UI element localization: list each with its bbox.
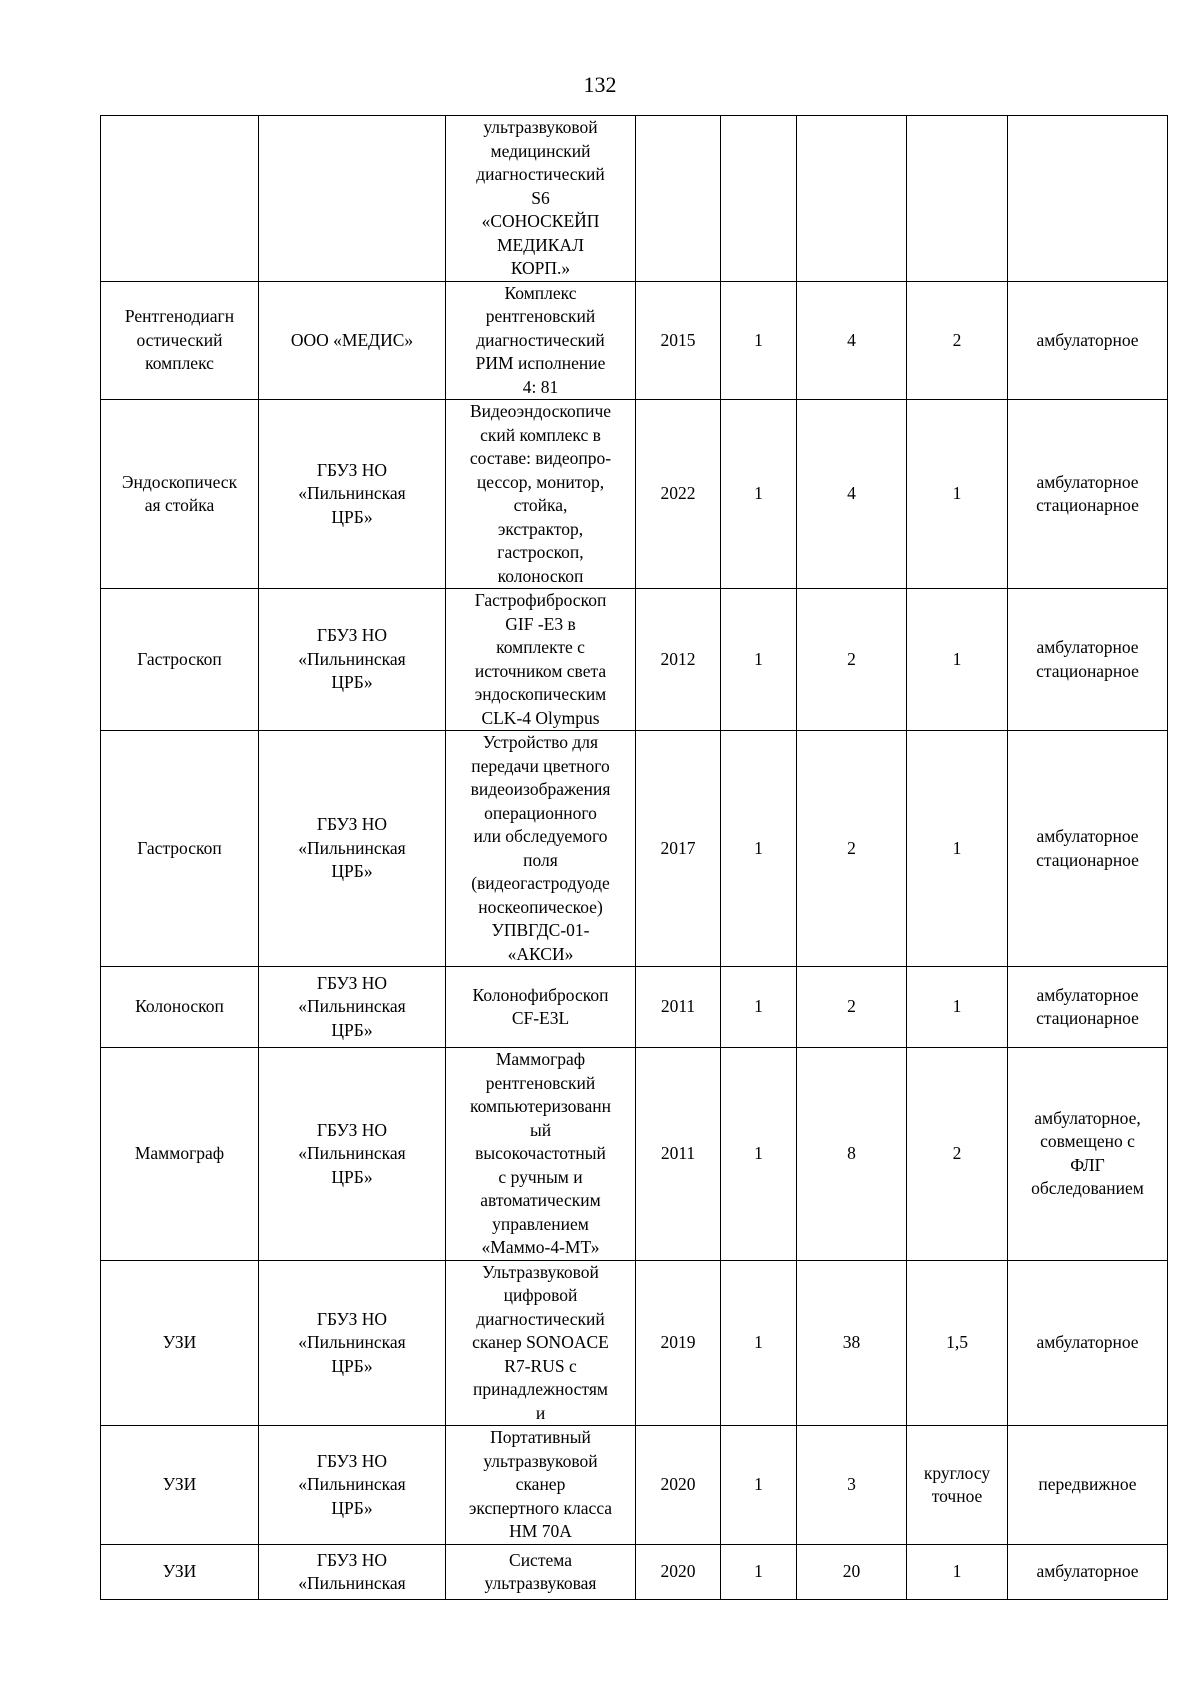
year-cell: 2015: [636, 281, 721, 400]
load-cell: 4: [797, 281, 907, 400]
quantity-cell: 1: [721, 1545, 797, 1600]
owner-cell: ГБУЗ НО «Пильнинская ЦРБ»: [259, 400, 446, 589]
page-number: 132: [583, 72, 617, 97]
equipment-name-cell: УЗИ: [101, 1260, 259, 1426]
year-cell: 2022: [636, 400, 721, 589]
table-row: [101, 1426, 1168, 1545]
equipment-name-cell: Гастроскоп: [101, 589, 259, 731]
mode-cell: амбулаторное, совмещено с ФЛГ обследованием: [1008, 1048, 1168, 1261]
model-cell: ультразвуковой медицинский диагностический S6 «СОНОСКЕЙП МЕДИКАЛ КОРП.»: [446, 116, 636, 282]
equipment-name-cell: [101, 116, 259, 282]
year-cell: 2011: [636, 967, 721, 1048]
owner-cell: ГБУЗ НО «Пильнинская ЦРБ»: [259, 731, 446, 967]
table-row: [101, 1048, 1168, 1261]
table-row: [101, 1260, 1168, 1426]
table-row: [101, 731, 1168, 967]
quantity-cell: 1: [721, 1260, 797, 1426]
hours-cell: 1: [907, 1545, 1008, 1600]
model-cell: Портативный ультразвуковой сканер экспертного класса HM 70A: [446, 1426, 636, 1545]
equipment-table: [100, 115, 1168, 1600]
model-cell: Видеоэндоскопиче ский комплекс в составе: видеопро- цессор, монитор, стойка, экстрактор, гастроскоп, колоноскоп: [446, 400, 636, 589]
quantity-cell: 1: [721, 400, 797, 589]
model-cell: Система ультразвуковая: [446, 1545, 636, 1600]
year-cell: 2012: [636, 589, 721, 731]
load-cell: 4: [797, 400, 907, 589]
model-cell: Ультразвуковой цифровой диагностический сканер SONOACE R7-RUS с принадлежностям и: [446, 1260, 636, 1426]
owner-cell: ГБУЗ НО «Пильнинская ЦРБ»: [259, 1260, 446, 1426]
load-cell: 38: [797, 1260, 907, 1426]
mode-cell: амбулаторное стационарное: [1008, 731, 1168, 967]
load-cell: 3: [797, 1426, 907, 1545]
year-cell: 2017: [636, 731, 721, 967]
owner-cell: ГБУЗ НО «Пильнинская ЦРБ»: [259, 967, 446, 1048]
year-cell: 2011: [636, 1048, 721, 1261]
model-cell: Комплекс рентгеновский диагностический РИМ исполнение 4: 81: [446, 281, 636, 400]
owner-cell: ГБУЗ НО «Пильнинская ЦРБ»: [259, 589, 446, 731]
mode-cell: амбулаторное: [1008, 1260, 1168, 1426]
equipment-name-cell: УЗИ: [101, 1426, 259, 1545]
hours-cell: 2: [907, 1048, 1008, 1261]
year-cell: 2020: [636, 1545, 721, 1600]
quantity-cell: [721, 116, 797, 282]
load-cell: 2: [797, 589, 907, 731]
equipment-name-cell: Гастроскоп: [101, 731, 259, 967]
model-cell: Гастрофиброскоп GIF -E3 в комплекте с источником света эндоскопическим CLK-4 Olympus: [446, 589, 636, 731]
hours-cell: 2: [907, 281, 1008, 400]
hours-cell: 1: [907, 967, 1008, 1048]
hours-cell: 1,5: [907, 1260, 1008, 1426]
quantity-cell: 1: [721, 281, 797, 400]
mode-cell: амбулаторное: [1008, 281, 1168, 400]
table-row: [101, 967, 1168, 1048]
load-cell: 2: [797, 967, 907, 1048]
equipment-name-cell: Рентгенодиагн остический комплекс: [101, 281, 259, 400]
table-row: [101, 589, 1168, 731]
model-cell: Колонофиброскоп CF-E3L: [446, 967, 636, 1048]
mode-cell: амбулаторное стационарное: [1008, 400, 1168, 589]
table-row: [101, 116, 1168, 282]
year-cell: 2019: [636, 1260, 721, 1426]
quantity-cell: 1: [721, 1048, 797, 1261]
year-cell: 2020: [636, 1426, 721, 1545]
model-cell: Устройство для передачи цветного видеоизображения операционного или обследуемого поля (видеогастродуоде носкеопическое) УПВГДС-01- «АКСИ»: [446, 731, 636, 967]
load-cell: 8: [797, 1048, 907, 1261]
mode-cell: амбулаторное стационарное: [1008, 967, 1168, 1048]
owner-cell: ГБУЗ НО «Пильнинская: [259, 1545, 446, 1600]
quantity-cell: 1: [721, 967, 797, 1048]
owner-cell: ГБУЗ НО «Пильнинская ЦРБ»: [259, 1426, 446, 1545]
load-cell: 20: [797, 1545, 907, 1600]
equipment-name-cell: Эндоскопическ ая стойка: [101, 400, 259, 589]
model-cell: Маммограф рентгеновский компьютеризованн ый высокочастотный с ручным и автоматическим управлением «Маммо-4-МТ»: [446, 1048, 636, 1261]
owner-cell: ООО «МЕДИС»: [259, 281, 446, 400]
hours-cell: [907, 116, 1008, 282]
mode-cell: передвижное: [1008, 1426, 1168, 1545]
hours-cell: круглосу точное: [907, 1426, 1008, 1545]
hours-cell: 1: [907, 731, 1008, 967]
load-cell: 2: [797, 731, 907, 967]
year-cell: [636, 116, 721, 282]
mode-cell: амбулаторное: [1008, 1545, 1168, 1600]
equipment-name-cell: УЗИ: [101, 1545, 259, 1600]
equipment-name-cell: Колоноскоп: [101, 967, 259, 1048]
owner-cell: ГБУЗ НО «Пильнинская ЦРБ»: [259, 1048, 446, 1261]
quantity-cell: 1: [721, 589, 797, 731]
quantity-cell: 1: [721, 1426, 797, 1545]
load-cell: [797, 116, 907, 282]
table-row: [101, 400, 1168, 589]
mode-cell: амбулаторное стационарное: [1008, 589, 1168, 731]
hours-cell: 1: [907, 400, 1008, 589]
hours-cell: 1: [907, 589, 1008, 731]
mode-cell: [1008, 116, 1168, 282]
equipment-name-cell: Маммограф: [101, 1048, 259, 1261]
table-row: [101, 1545, 1168, 1600]
quantity-cell: 1: [721, 731, 797, 967]
table-row: [101, 281, 1168, 400]
owner-cell: [259, 116, 446, 282]
